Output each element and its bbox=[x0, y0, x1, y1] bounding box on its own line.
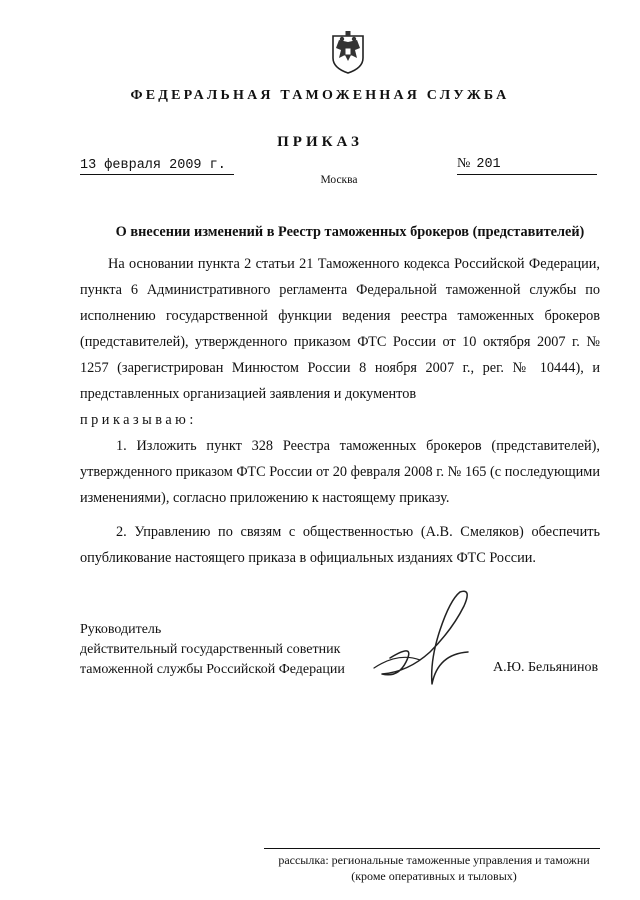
order-item-1: 1. Изложить пункт 328 Реестра таможенных брокеров (представителей), утвержденного приказом ФТС России от 20 февраля 2008 г. № 165 (с последующими изменениями), согласно приложению к настоящему приказу. bbox=[80, 438, 600, 506]
order-number bbox=[457, 155, 597, 175]
order-item-2: 2. Управлению по связям с общественностью (А.В. Смеляков) обеспечить опубликование настоящего приказа в официальных изданиях ФТС России. bbox=[80, 524, 600, 566]
signature-block bbox=[80, 620, 345, 680]
number-value: 201 bbox=[476, 157, 501, 172]
order-date: 13 февраля 2009 г. bbox=[80, 157, 234, 175]
russian-emblem-icon bbox=[327, 28, 369, 74]
document-type: ПРИКАЗ bbox=[277, 134, 363, 150]
distribution-line-1: рассылка: региональные таможенные управления и таможни bbox=[278, 853, 590, 867]
distribution-list bbox=[264, 852, 604, 884]
signer-service: таможенной службы Российской Федерации bbox=[80, 662, 345, 677]
order-subject: О внесении изменений в Реестр таможенных брокеров (представителей) bbox=[115, 224, 585, 240]
preamble-text: На основании пункта 2 статьи 21 Таможенного кодекса Российской Федерации, пункта 6 Административного регламента Федеральной таможенной службы по исполнению государственной функции ведения реестра таможенных брокеров (представителей), утвержденного приказом ФТС России от 10 октября 2007 г. № 1257 (зарегистрирован Минюстом России 8 ноября 2007 г., рег. № 10444), и представленных организацией заявления и документов bbox=[80, 256, 600, 402]
agency-name: ФЕДЕРАЛЬНАЯ ТАМОЖЕННАЯ СЛУЖБА bbox=[130, 88, 510, 103]
city: Москва bbox=[320, 174, 358, 186]
order-word: приказываю: bbox=[80, 412, 197, 428]
distribution-divider bbox=[264, 848, 600, 849]
signer-name: А.Ю. Бельянинов bbox=[493, 660, 599, 675]
signer-rank: действительный государственный советник bbox=[80, 642, 341, 657]
preamble-block bbox=[80, 251, 600, 433]
signer-position: Руководитель bbox=[80, 622, 162, 637]
distribution-line-2: (кроме оперативных и тыловых) bbox=[351, 869, 517, 883]
number-sign: № bbox=[457, 156, 471, 171]
order-items bbox=[80, 433, 600, 579]
handwritten-signature bbox=[368, 580, 486, 698]
